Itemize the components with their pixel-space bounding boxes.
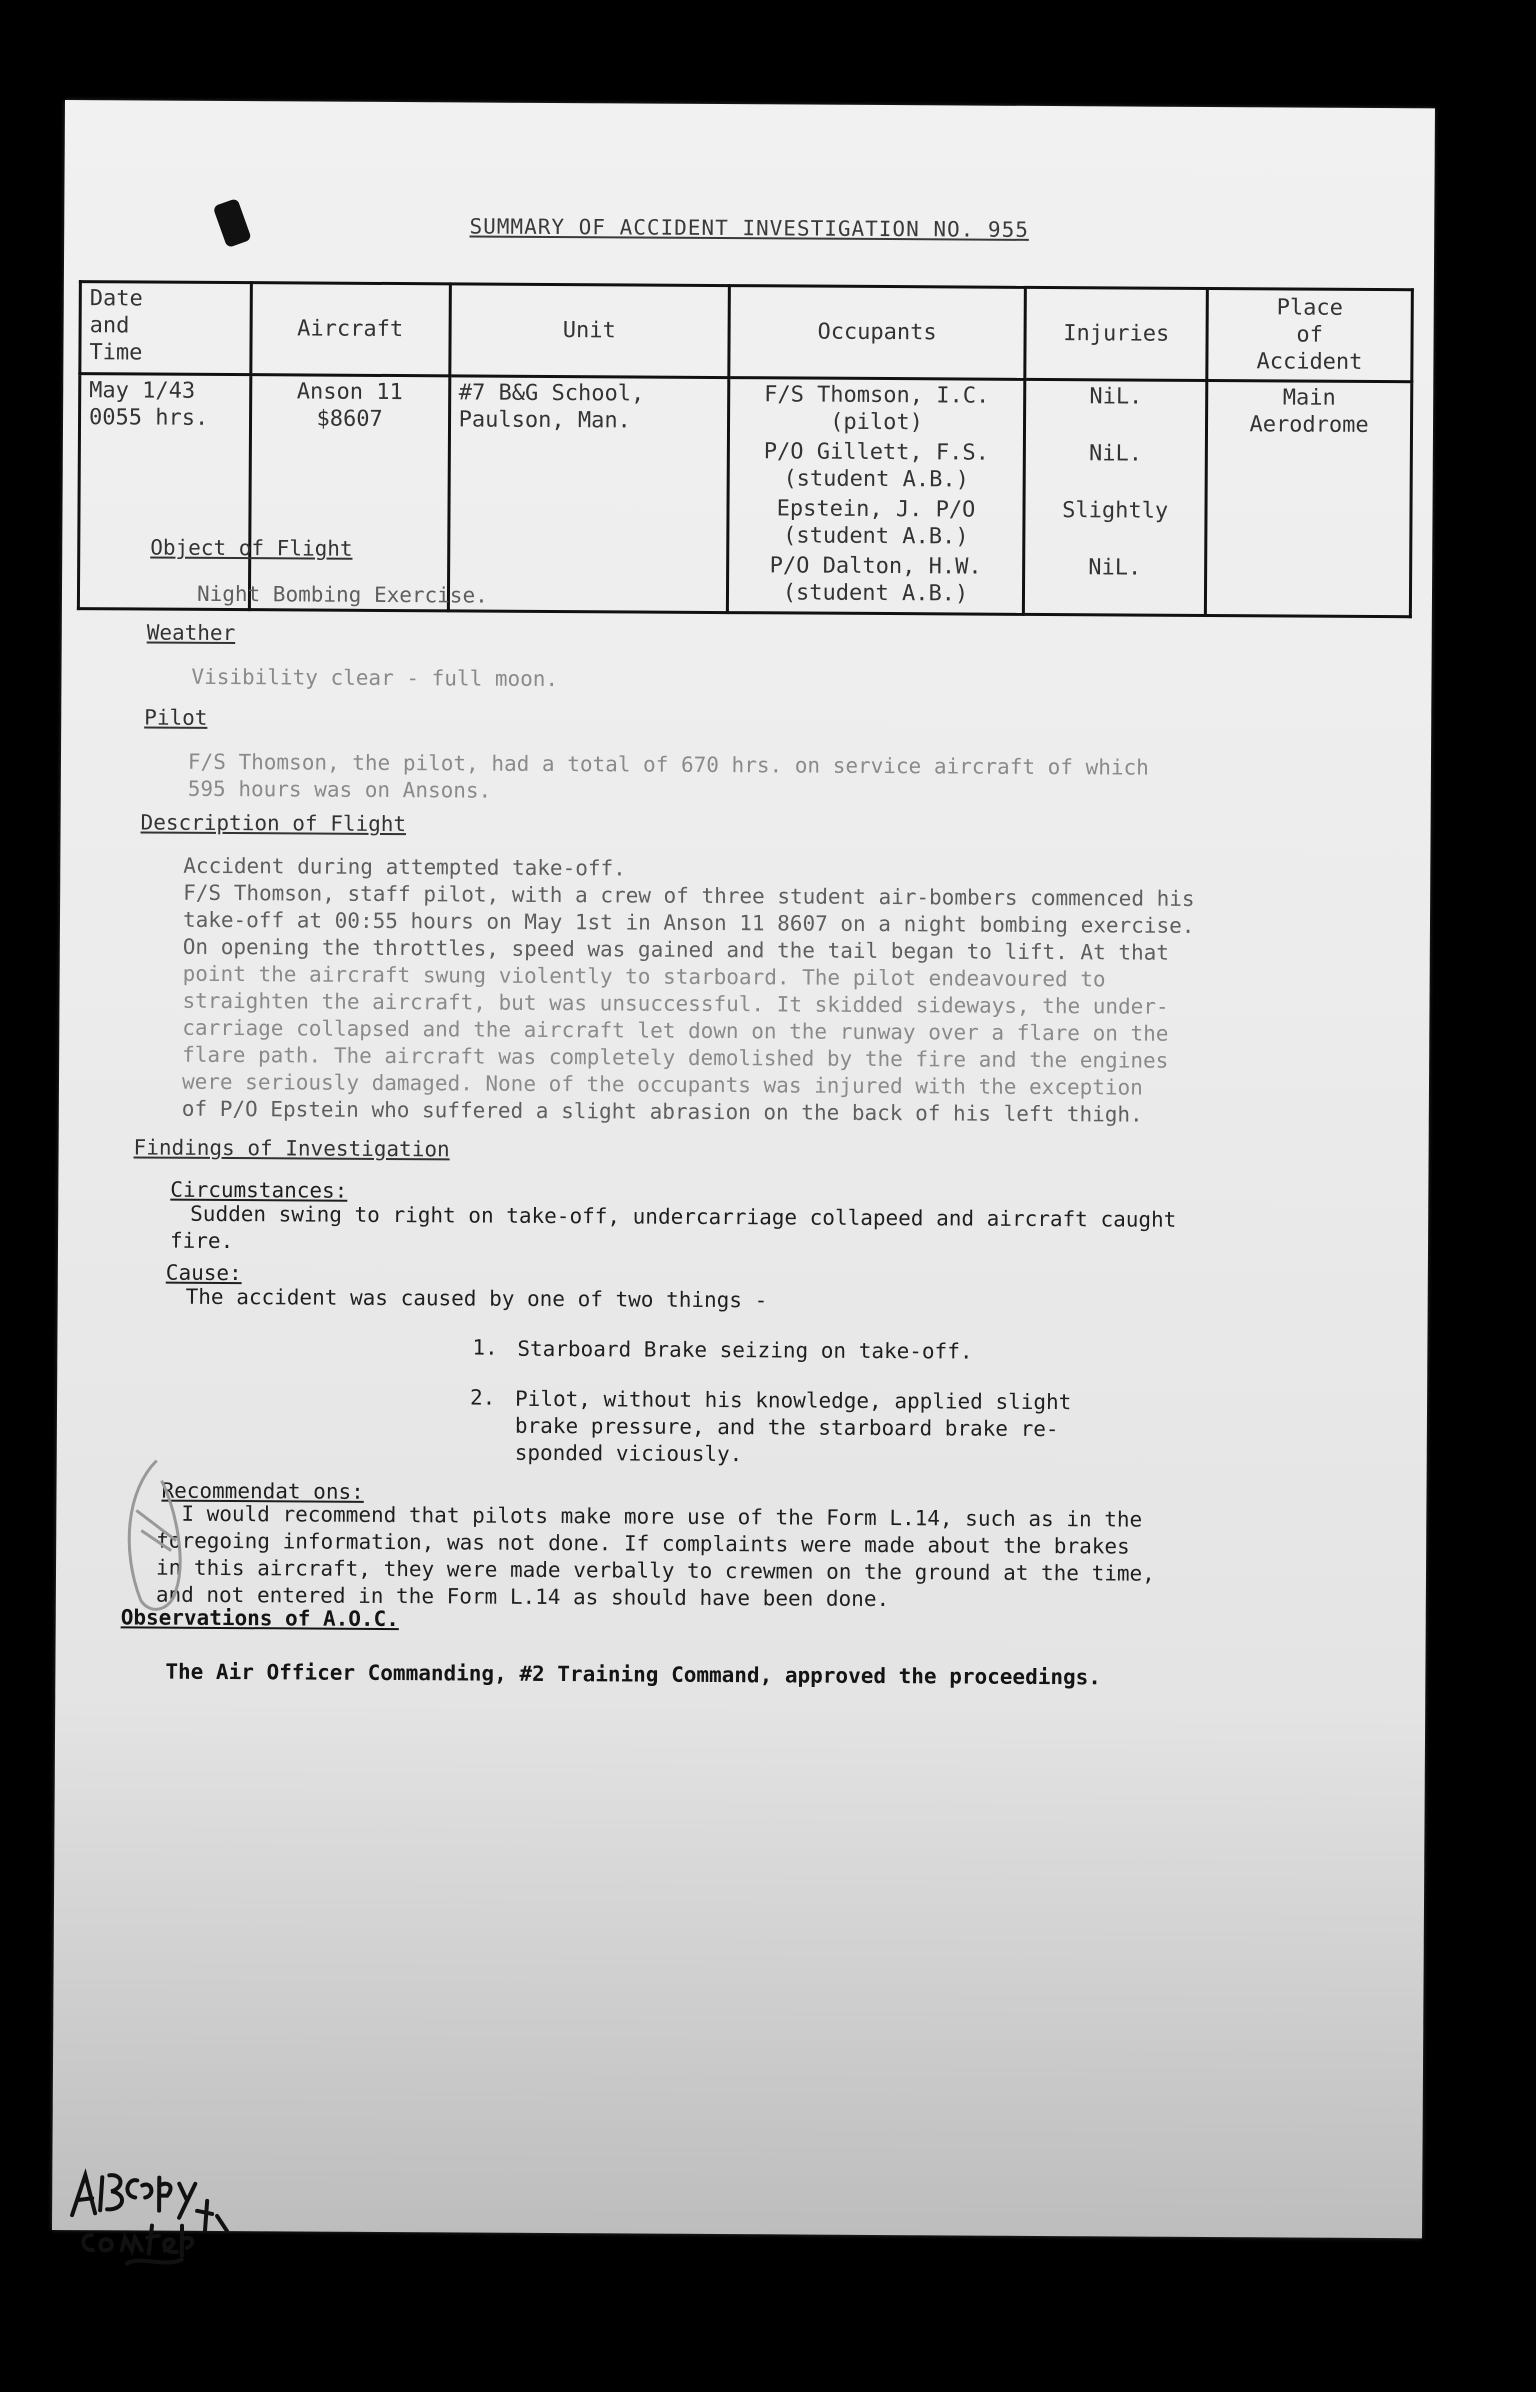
- occupant-2: P/O Gillett, F.S. (student A.B.): [763, 439, 990, 493]
- header-unit: Unit: [449, 284, 729, 378]
- header-injuries: Injuries: [1025, 287, 1207, 380]
- handwritten-note-signature: [67, 2155, 238, 2271]
- occupant-4: P/O Dalton, H.W. (student A.B.): [769, 553, 982, 607]
- cell-unit: #7 B&G School, Paulson, Man.: [448, 376, 729, 613]
- recommendations-text: I would recommend that pilots make more use of the Form L.14, such as in the foregoing information, was not done. If complaints were made about the brakes in this aircraft, they were made verbally to crewmen on the ground at the time, and not entered in the Form L.14 as should have been done.: [155, 1501, 1155, 1612]
- circumstances-heading: Circumstances:: [170, 1177, 348, 1203]
- header-occupants: Occupants: [729, 286, 1026, 380]
- observations-text: The Air Officer Commanding, #2 Training Command, approved the proceedings.: [165, 1659, 1102, 1690]
- object-text: Night Bombing Exercise.: [196, 581, 488, 608]
- header-date: Date and Time: [80, 282, 251, 375]
- cause-item-2-text: Pilot, without his knowledge, applied slight brake pressure, and the starboard brake re- sponded viciously.: [514, 1386, 1072, 1467]
- table-row: [78, 374, 1411, 617]
- pilot-heading: Pilot: [144, 705, 208, 730]
- weather-heading: Weather: [146, 620, 236, 646]
- header-aircraft: Aircraft: [250, 283, 450, 376]
- table-header-row: [80, 282, 1413, 382]
- cause-item-2-number: 2.: [470, 1385, 496, 1410]
- accident-summary-table: [77, 280, 1414, 618]
- occupant-3: Epstein, J. P/O (student A.B.): [776, 496, 976, 550]
- pilot-text: F/S Thomson, the pilot, had a total of 670 hrs. on service aircraft of which 595 hours was on Ansons.: [187, 749, 1149, 803]
- handwritten-note: [67, 2155, 238, 2271]
- document-page: [52, 100, 1435, 2238]
- margin-scribble-mark: [116, 1450, 197, 1620]
- description-heading: Description of Flight: [140, 810, 407, 837]
- document-title: SUMMARY OF ACCIDENT INVESTIGATION NO. 955: [469, 214, 1029, 242]
- cell-injuries: NiL. NiL. Slightly NiL.: [1024, 379, 1207, 615]
- cause-intro: The accident was caused by one of two things -: [185, 1284, 768, 1313]
- weather-text: Visibility clear - full moon.: [191, 664, 559, 692]
- recommendations-heading: Recommendat ons:: [161, 1478, 364, 1504]
- cause-heading: Cause:: [165, 1260, 242, 1286]
- observations-heading: Observations of A.O.C.: [120, 1605, 399, 1632]
- findings-heading: Findings of Investigation: [133, 1135, 450, 1162]
- occupant-1: F/S Thomson, I.C. (pilot): [764, 382, 990, 436]
- circumstances-text: Sudden swing to right on take-off, undercarriage collapeed and aircraft caught fire.: [169, 1201, 1177, 1254]
- cell-occupants: [727, 378, 1025, 615]
- description-text: Accident during attempted take-off. F/S Thomson, staff pilot, with a crew of three student air-bombers commenced his take-off at 00:55 hours on May 1st in Anson 11 8607 on a night bombing exercise. On opening the throttles, speed was gained and the tail began to lift. At that point the aircraft swung violently to starboard. The pilot endeavoured to straighten the aircraft, but was unsuccessful. It skidded sideways, the under- carriage collapsed and the aircraft let down on the runway over a flare on the flare path. The aircraft was completely demolished by the fire and the engines were seriously damaged. None of the occupants was injured with the exception of P/O Epstein who suffered a slight abrasion on the back of his left thigh.: [181, 853, 1195, 1127]
- cause-item-1-number: 1.: [472, 1335, 498, 1360]
- cell-date: May 1/43 0055 hrs.: [78, 374, 250, 610]
- header-place: Place of Accident: [1207, 288, 1412, 381]
- object-heading: Object of Flight: [150, 535, 353, 561]
- cause-item-1-text: Starboard Brake seizing on take-off.: [517, 1336, 973, 1364]
- cell-aircraft: Anson 11 $8607: [249, 375, 450, 611]
- cell-place: Main Aerodrome: [1205, 380, 1411, 616]
